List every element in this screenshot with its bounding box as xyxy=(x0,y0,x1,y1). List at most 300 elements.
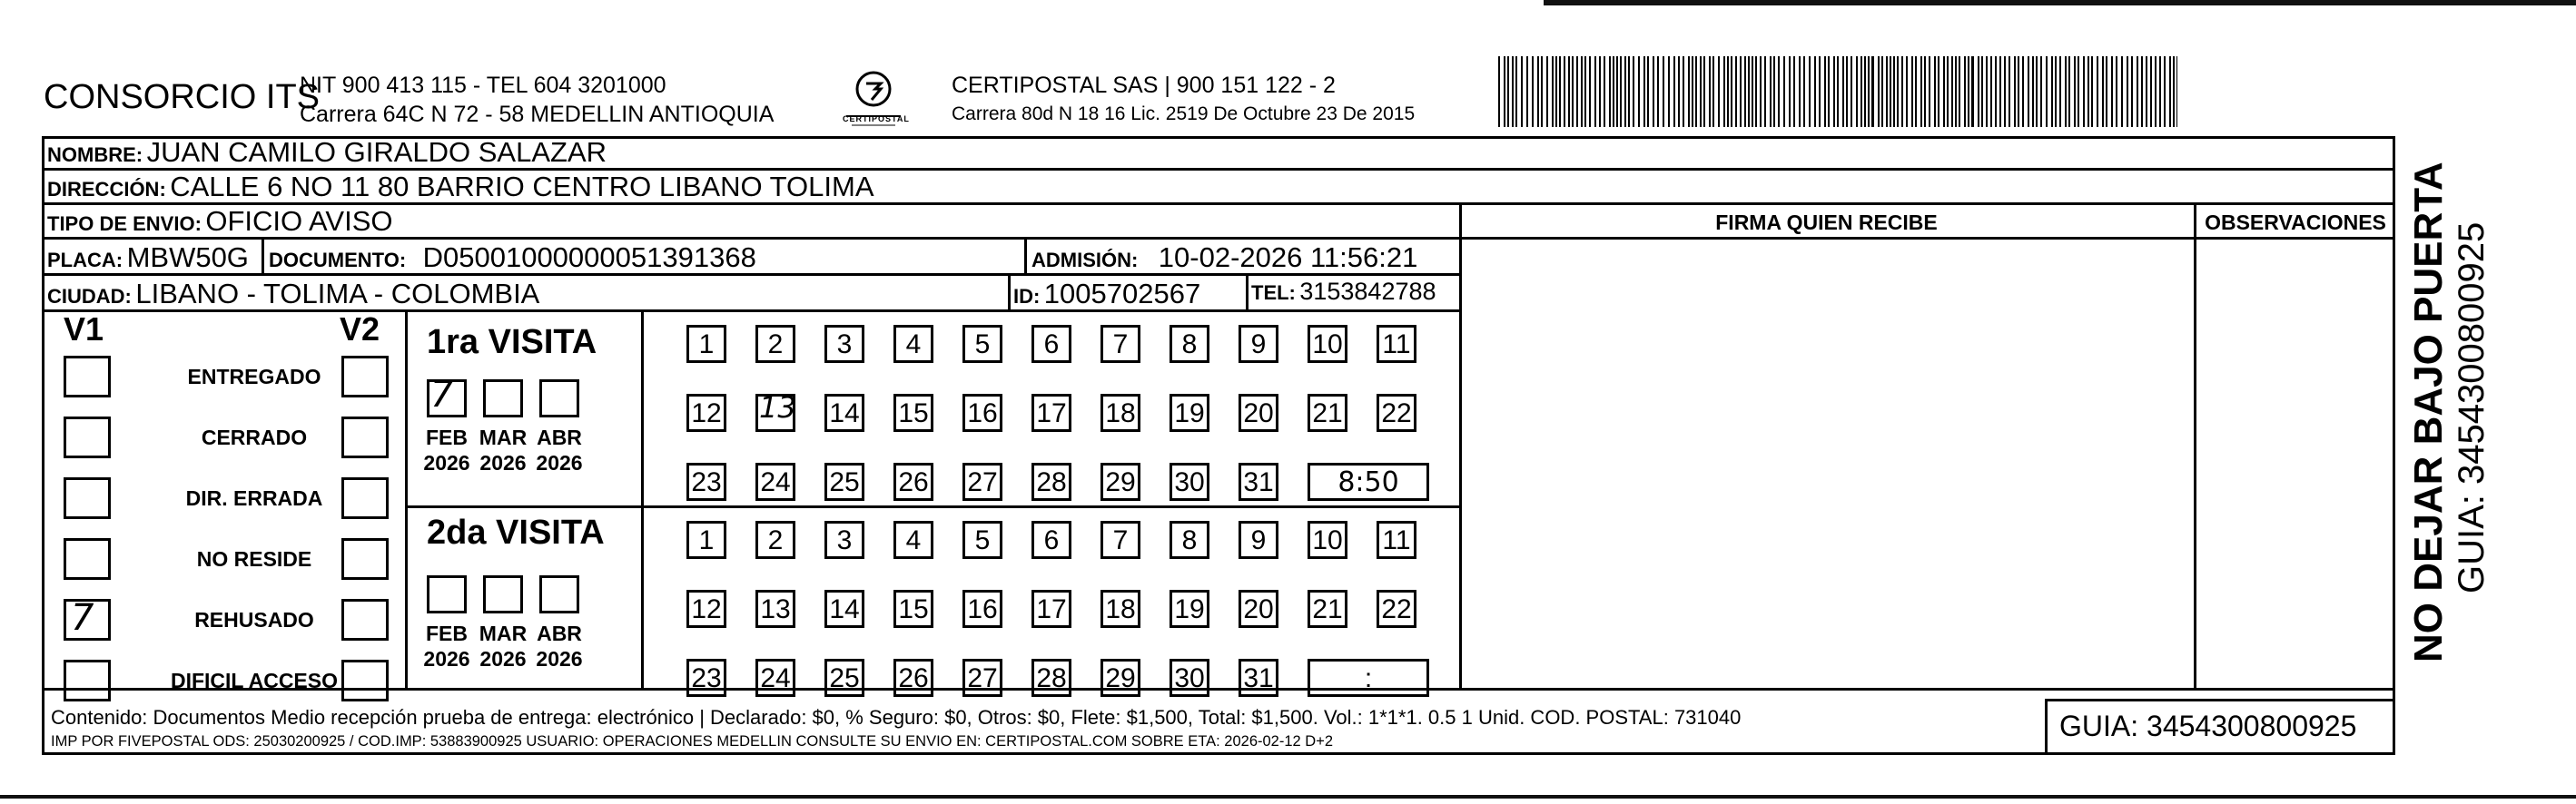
barcode-bar xyxy=(1968,56,1969,127)
company-address: Carrera 64C N 72 - 58 MEDELLIN ANTIOQUIA xyxy=(300,102,775,127)
direccion-value: CALLE 6 NO 11 80 BARRIO CENTRO LIBANO TOLIMA xyxy=(170,171,874,202)
visit1-month-year: 2026 xyxy=(423,451,470,475)
barcode-bar xyxy=(1633,56,1634,127)
visit2-day-6[interactable]: 6 xyxy=(1031,521,1071,559)
status-label-cerrado: CERRADO xyxy=(201,426,308,449)
visit2-day-11[interactable]: 11 xyxy=(1377,521,1416,559)
barcode-bar xyxy=(1504,56,1505,127)
barcode-icon xyxy=(1498,56,2179,127)
barcode-bar xyxy=(1860,56,1862,127)
barcode-bar xyxy=(2087,56,2089,127)
barcode-bar xyxy=(2059,56,2061,127)
barcode-bar xyxy=(1515,56,1517,127)
visit2-day-13[interactable]: 13 xyxy=(755,590,795,628)
visit2-day-8[interactable]: 8 xyxy=(1170,521,1209,559)
barcode-bar xyxy=(2040,56,2042,127)
barcode-bar xyxy=(1809,56,1811,127)
direccion-field xyxy=(47,171,874,203)
barcode-bar xyxy=(2146,56,2147,127)
barcode-bar xyxy=(1599,56,1601,127)
visit2-day-7[interactable]: 7 xyxy=(1100,521,1140,559)
barcode-bar xyxy=(2127,56,2128,127)
visit2-day-19[interactable]: 19 xyxy=(1170,590,1209,628)
barcode-bar xyxy=(1897,56,1899,127)
visit2-time-box[interactable]: : xyxy=(1308,659,1429,697)
barcode-bar xyxy=(1541,56,1543,127)
visit2-day-5[interactable]: 5 xyxy=(962,521,1002,559)
status-label-entregado: ENTREGADO xyxy=(187,365,321,388)
barcode-bar xyxy=(1803,56,1805,127)
observaciones-label: OBSERVACIONES xyxy=(2205,211,2386,234)
barcode-bar xyxy=(1683,56,1684,127)
barcode-bar xyxy=(1999,56,2001,127)
barcode-bar xyxy=(2106,56,2107,127)
barcode-bar xyxy=(1616,56,1618,127)
barcode-bar xyxy=(1842,56,1844,127)
visit1-day-10[interactable]: 10 xyxy=(1308,325,1347,363)
barcode-bar xyxy=(2008,56,2010,127)
barcode-bar xyxy=(1546,56,1548,127)
barcode-bar xyxy=(1723,56,1725,127)
visit1-day-17[interactable]: 17 xyxy=(1031,394,1071,432)
visit1-day-9[interactable]: 9 xyxy=(1239,325,1278,363)
admision-field xyxy=(1031,241,1417,274)
visit1-day-30[interactable]: 30 xyxy=(1170,463,1209,501)
visit2-day-4[interactable]: 4 xyxy=(893,521,933,559)
visit2-month-year: 2026 xyxy=(536,647,583,671)
visit1-day-5[interactable]: 5 xyxy=(962,325,1002,363)
visit1-day-6[interactable]: 6 xyxy=(1031,325,1071,363)
carrier-name: CERTIPOSTAL SAS | 900 151 122 - 2 xyxy=(952,73,1336,98)
visit2-month-name: ABR xyxy=(537,622,582,645)
barcode-bar xyxy=(1718,56,1720,127)
visit2-day-18[interactable]: 18 xyxy=(1100,590,1140,628)
tel-field xyxy=(1251,278,1436,306)
v2-checkbox-cerrado[interactable] xyxy=(341,417,389,458)
barcode-bar xyxy=(1814,56,1816,127)
nombre-field xyxy=(47,136,607,169)
visit1-day-handwritten-mark: 13 xyxy=(759,390,796,425)
barcode-bar xyxy=(1856,56,1858,127)
barcode-bar xyxy=(1764,56,1766,127)
barcode-bar xyxy=(1789,56,1791,127)
barcode-bar xyxy=(1552,56,1554,127)
barcode-bar xyxy=(1878,56,1880,127)
visit1-day-20[interactable]: 20 xyxy=(1239,394,1278,432)
barcode-bar xyxy=(1959,56,1960,127)
v1-checkbox-dir-errada[interactable] xyxy=(64,477,111,519)
id-value: 1005702567 xyxy=(1043,278,1201,309)
visit1-month-name: MAR xyxy=(479,426,528,449)
footer-top-border xyxy=(42,688,2395,691)
barcode-bar xyxy=(2121,56,2123,127)
barcode-bar xyxy=(1906,56,1908,127)
visit1-day-11[interactable]: 11 xyxy=(1377,325,1416,363)
barcode-bar xyxy=(2141,56,2143,127)
barcode-bar xyxy=(1643,56,1645,127)
barcode-bar xyxy=(1971,56,1974,127)
barcode-bar xyxy=(1526,56,1528,127)
visit1-day-21[interactable]: 21 xyxy=(1308,394,1347,432)
visit2-day-31[interactable]: 31 xyxy=(1239,659,1278,697)
barcode-bar xyxy=(2022,56,2024,127)
barcode-bar xyxy=(1512,56,1514,127)
barcode-bar xyxy=(1624,56,1626,127)
visit1-day-31[interactable]: 31 xyxy=(1239,463,1278,501)
visit1-day-18[interactable]: 18 xyxy=(1100,394,1140,432)
visit1-month-box-mar[interactable] xyxy=(483,379,523,417)
barcode-bar xyxy=(1890,56,1891,127)
top-edge-gap xyxy=(0,0,1544,5)
v1-checkbox-entregado[interactable] xyxy=(64,356,111,397)
tipo-field xyxy=(47,205,393,238)
barcode-bar xyxy=(2131,56,2133,127)
v2-checkbox-dificil-acceso[interactable] xyxy=(341,660,389,701)
visit2-day-21[interactable]: 21 xyxy=(1308,590,1347,628)
visit1-day-27[interactable]: 27 xyxy=(962,463,1002,501)
status-label-rehusado: REHUSADO xyxy=(194,608,314,632)
footer-print-info: IMP POR FIVEPOSTAL ODS: 25030200925 / COD.IMP: 53883900925 USUARIO: OPERACIONES MEDELLIN CONSULTE SU ENVIO EN: CERTIPOSTAL.COM SOBRE ETA: 2026-02-12 D+2 xyxy=(51,733,1334,750)
visit2-day-10[interactable]: 10 xyxy=(1308,521,1347,559)
visit2-month-label-feb xyxy=(419,621,474,672)
barcode-bar xyxy=(1770,56,1772,127)
barcode-bar xyxy=(2097,56,2098,127)
certipostal-logo-icon xyxy=(834,67,913,129)
visit2-day-29[interactable]: 29 xyxy=(1100,659,1140,697)
barcode-bar xyxy=(1727,56,1729,127)
barcode-bar xyxy=(1864,56,1866,127)
visit1-month-year: 2026 xyxy=(536,451,583,475)
barcode-bar xyxy=(1620,56,1622,127)
admision-divider xyxy=(1024,238,1027,276)
visit1-month-year: 2026 xyxy=(479,451,527,475)
visit1-day-19[interactable]: 19 xyxy=(1170,394,1209,432)
visit2-day-9[interactable]: 9 xyxy=(1239,521,1278,559)
placa-value: MBW50G xyxy=(126,241,249,273)
barcode-bar xyxy=(1609,56,1611,127)
barcode-bar xyxy=(1929,56,1930,127)
nombre-label: NOMBRE: xyxy=(47,143,143,166)
visit2-day-17[interactable]: 17 xyxy=(1031,590,1071,628)
barcode-bar xyxy=(2159,56,2161,127)
barcode-bar xyxy=(1901,56,1903,127)
visit2-day-1[interactable]: 1 xyxy=(686,521,726,559)
barcode-bar xyxy=(1986,56,1988,127)
barcode-bar xyxy=(1628,56,1630,127)
barcode-bar xyxy=(1934,56,1936,127)
barcode-bar xyxy=(1773,56,1775,127)
v2-checkbox-entregado[interactable] xyxy=(341,356,389,397)
carrier-address: Carrera 80d N 18 16 Lic. 2519 De Octubre 23 De 2015 xyxy=(952,103,1416,124)
admision-value: 10-02-2026 11:56:21 xyxy=(1158,241,1418,273)
company-nit: NIT 900 413 115 - TEL 604 3201000 xyxy=(300,73,666,98)
barcode-bar xyxy=(1572,56,1574,127)
barcode-bar xyxy=(1868,56,1870,127)
barcode-bar xyxy=(1981,56,1983,127)
barcode-bar xyxy=(2137,56,2138,127)
direccion-label: DIRECCIÓN: xyxy=(47,178,166,201)
v1-checkbox-no-reside[interactable] xyxy=(64,538,111,580)
barcode-bar xyxy=(2051,56,2053,127)
barcode-bar xyxy=(1752,56,1753,127)
barcode-bar xyxy=(2116,56,2117,127)
barcode-bar xyxy=(1760,56,1762,127)
tipo-label: TIPO DE ENVIO: xyxy=(47,212,202,235)
firma-label: FIRMA QUIEN RECIBE xyxy=(1715,211,1938,234)
barcode-bar xyxy=(1924,56,1926,127)
barcode-bar xyxy=(1731,56,1732,127)
placa-divider xyxy=(262,238,264,276)
v2-checkbox-rehusado[interactable] xyxy=(341,599,389,641)
id-label: ID: xyxy=(1013,285,1041,308)
visit2-day-27[interactable]: 27 xyxy=(962,659,1002,697)
visit2-day-12[interactable]: 12 xyxy=(686,590,726,628)
status-label-dir-errada: DIR. ERRADA xyxy=(185,486,323,510)
barcode-bar xyxy=(2074,56,2076,127)
barcode-bar xyxy=(1995,56,1997,127)
tel-label: TEL: xyxy=(1251,281,1296,304)
visit1-title: 1ra VISITA xyxy=(427,323,597,361)
barcode-bar xyxy=(2014,56,2016,127)
barcode-bar xyxy=(1819,56,1821,127)
barcode-bar xyxy=(1735,56,1737,127)
visit1-day-3[interactable]: 3 xyxy=(824,325,864,363)
barcode-bar xyxy=(2018,56,2019,127)
barcode-bar xyxy=(1594,56,1596,127)
barcode-bar xyxy=(1638,56,1640,127)
visit2-day-15[interactable]: 15 xyxy=(893,590,933,628)
v1-header: V1 xyxy=(64,310,104,348)
visit1-day-12[interactable]: 12 xyxy=(686,394,726,432)
visit1-month-label-abr xyxy=(532,425,587,476)
barcode-bar xyxy=(1871,56,1874,127)
barcode-bar xyxy=(2150,56,2152,127)
barcode-bar xyxy=(1920,56,1922,127)
tel-value: 3153842788 xyxy=(1299,278,1436,305)
barcode-bar xyxy=(1915,56,1917,127)
tel-divider xyxy=(1246,274,1249,312)
company-name: CONSORCIO ITS xyxy=(44,78,321,116)
visit1-day-8[interactable]: 8 xyxy=(1170,325,1209,363)
side-warning: NO DEJAR BAJO PUERTA xyxy=(2406,162,2451,662)
visit1-day-22[interactable]: 22 xyxy=(1377,394,1416,432)
barcode-bar xyxy=(2102,56,2104,127)
visit1-day-25[interactable]: 25 xyxy=(824,463,864,501)
barcode-bar xyxy=(1584,56,1586,127)
visit2-day-3[interactable]: 3 xyxy=(824,521,864,559)
barcode-bar xyxy=(1740,56,1742,127)
barcode-bar xyxy=(1692,56,1693,127)
barcode-bar xyxy=(1837,56,1839,127)
barcode-bar xyxy=(1833,56,1835,127)
visit2-day-26[interactable]: 26 xyxy=(893,659,933,697)
barcode-bar xyxy=(1990,56,1992,127)
barcode-bar xyxy=(1688,56,1690,127)
footer-content: Contenido: Documentos Medio recepción prueba de entrega: electrónico | Declarado: $0, % Seguro: $0, Otros: $0, Flete: $1,500, Total: $1,500. Vol.: 1*1*1. 0.5 1 Unid. COD. POSTAL: 731040 xyxy=(51,706,1742,729)
barcode-bar xyxy=(1964,56,1966,127)
visit1-day-26[interactable]: 26 xyxy=(893,463,933,501)
visit1-day-28[interactable]: 28 xyxy=(1031,463,1071,501)
visit2-month-label-mar xyxy=(476,621,530,672)
visit2-day-30[interactable]: 30 xyxy=(1170,659,1209,697)
visit1-month-name: FEB xyxy=(426,426,468,449)
visit1-month-name: ABR xyxy=(537,426,582,449)
id-field xyxy=(1013,278,1200,310)
side-guia: GUIA: 3454300800925 xyxy=(2452,221,2492,593)
v2-checkbox-no-reside[interactable] xyxy=(341,538,389,580)
nombre-value: JUAN CAMILO GIRALDO SALAZAR xyxy=(146,136,607,168)
visit1-month-handwritten-mark: 7 xyxy=(430,374,454,416)
documento-label: DOCUMENTO: xyxy=(269,249,407,271)
barcode-bar xyxy=(2111,56,2113,127)
barcode-bar xyxy=(1653,56,1654,127)
visit2-day-2[interactable]: 2 xyxy=(755,521,795,559)
placa-label: PLACA: xyxy=(47,249,123,271)
obs-divider xyxy=(2194,203,2196,690)
v2-header: V2 xyxy=(340,310,380,348)
documento-field xyxy=(269,241,756,274)
v1-handwritten-mark: 7 xyxy=(71,597,94,639)
barcode-bar xyxy=(1955,56,1957,127)
visit1-day-7[interactable]: 7 xyxy=(1100,325,1140,363)
visit2-day-24[interactable]: 24 xyxy=(755,659,795,697)
visit2-day-28[interactable]: 28 xyxy=(1031,659,1071,697)
tipo-value: OFICIO AVISO xyxy=(205,205,393,237)
barcode-bar xyxy=(1657,56,1659,127)
visit1-month-label-feb xyxy=(419,425,474,476)
visit1-time-box[interactable]: 8:50 xyxy=(1308,463,1429,501)
barcode-bar xyxy=(1748,56,1750,127)
barcode-bar xyxy=(2173,56,2175,127)
visit2-day-14[interactable]: 14 xyxy=(824,590,864,628)
barcode-bar xyxy=(1744,56,1746,127)
visit2-title: 2da VISITA xyxy=(427,514,605,552)
barcode-bar xyxy=(1799,56,1801,127)
barcode-bar xyxy=(1668,56,1670,127)
barcode-bar xyxy=(1947,56,1949,127)
barcode-bar xyxy=(1559,56,1561,127)
visit2-day-20[interactable]: 20 xyxy=(1239,590,1278,628)
v1-checkbox-dificil-acceso[interactable] xyxy=(64,660,111,701)
barcode-bar xyxy=(1700,56,1702,127)
logo-text: CERTIPOSTAL xyxy=(843,114,910,123)
barcode-bar xyxy=(1938,56,1939,127)
footer-guia: GUIA: 3454300800925 xyxy=(2059,710,2357,742)
barcode-bar xyxy=(1521,56,1523,127)
barcode-bar xyxy=(2065,56,2067,127)
carrier-info xyxy=(952,71,1415,129)
visit2-day-22[interactable]: 22 xyxy=(1377,590,1416,628)
visit1-day-16[interactable]: 16 xyxy=(962,394,1002,432)
barcode-bar xyxy=(1555,56,1557,127)
barcode-bar xyxy=(1673,56,1675,127)
v1-checkbox-cerrado[interactable] xyxy=(64,417,111,458)
visit2-month-box-mar[interactable] xyxy=(483,575,523,613)
id-divider xyxy=(1008,274,1011,312)
barcode-bar xyxy=(2028,56,2029,127)
visit1-day-24[interactable]: 24 xyxy=(755,463,795,501)
placa-field xyxy=(47,241,249,274)
barcode-bar xyxy=(1507,56,1509,127)
company-info xyxy=(300,71,774,129)
barcode-bar xyxy=(1537,56,1539,127)
barcode-bar xyxy=(1851,56,1852,127)
barcode-bar xyxy=(2155,56,2157,127)
visit1-day-4[interactable]: 4 xyxy=(893,325,933,363)
status-label-no-reside: NO RESIDE xyxy=(196,547,312,571)
visit1-day-15[interactable]: 15 xyxy=(893,394,933,432)
barcode-bar xyxy=(1943,56,1945,127)
visit2-month-box-feb[interactable] xyxy=(427,575,467,613)
barcode-bar xyxy=(1613,56,1614,127)
barcode-bar xyxy=(1589,56,1591,127)
visit1-day-1[interactable]: 1 xyxy=(686,325,726,363)
barcode-bar xyxy=(1755,56,1757,127)
barcode-bar xyxy=(2036,56,2038,127)
barcode-bar xyxy=(1568,56,1570,127)
barcode-bar xyxy=(2169,56,2171,127)
barcode-bar xyxy=(2068,56,2070,127)
ciudad-label: CIUDAD: xyxy=(47,285,132,308)
visit2-month-year: 2026 xyxy=(479,647,527,671)
visit2-month-label-abr xyxy=(532,621,587,672)
visit2-day-23[interactable]: 23 xyxy=(686,659,726,697)
visit1-day-14[interactable]: 14 xyxy=(824,394,864,432)
barcode-bar xyxy=(1604,56,1605,127)
barcode-bar xyxy=(1783,56,1785,127)
ciudad-value: LIBANO - TOLIMA - COLOMBIA xyxy=(135,278,540,309)
barcode-bar xyxy=(1828,56,1830,127)
ciudad-field xyxy=(47,278,539,310)
barcode-bar xyxy=(1793,56,1795,127)
barcode-bar xyxy=(2055,56,2057,127)
visit2-month-name: FEB xyxy=(426,622,468,645)
visit1-month-label-mar xyxy=(476,425,530,476)
visit2-month-name: MAR xyxy=(479,622,528,645)
visit2-month-year: 2026 xyxy=(423,647,470,671)
status-label-dificil-acceso: DIFICIL ACCESO xyxy=(170,669,338,692)
barcode-bar xyxy=(1581,56,1583,127)
barcode-bar xyxy=(1647,56,1649,127)
barcode-bar xyxy=(1886,56,1888,127)
barcode-bar xyxy=(2032,56,2034,127)
visit1-day-2[interactable]: 2 xyxy=(755,325,795,363)
barcode-bar xyxy=(1564,56,1565,127)
visit1-month-box-abr[interactable] xyxy=(539,379,579,417)
barcode-bar xyxy=(1911,56,1913,127)
visit1-day-23[interactable]: 23 xyxy=(686,463,726,501)
bottom-edge xyxy=(0,795,2576,799)
barcode-bar xyxy=(1712,56,1714,127)
barcode-bar xyxy=(1663,56,1664,127)
barcode-bar xyxy=(1576,56,1578,127)
visit2-day-16[interactable]: 16 xyxy=(962,590,1002,628)
visit2-day-25[interactable]: 25 xyxy=(824,659,864,697)
v2-checkbox-dir-errada[interactable] xyxy=(341,477,389,519)
barcode-bar xyxy=(2083,56,2085,127)
barcode-bar xyxy=(2046,56,2048,127)
admision-label: ADMISIÓN: xyxy=(1031,249,1139,271)
barcode-bar xyxy=(1846,56,1848,127)
barcode-bar xyxy=(1532,56,1534,127)
visit1-day-29[interactable]: 29 xyxy=(1100,463,1140,501)
barcode-bar xyxy=(1778,56,1780,127)
barcode-bar xyxy=(1678,56,1680,127)
visit2-month-box-abr[interactable] xyxy=(539,575,579,613)
barcode-bar xyxy=(2164,56,2166,127)
barcode-bar xyxy=(2004,56,2006,127)
barcode-bar xyxy=(2091,56,2093,127)
